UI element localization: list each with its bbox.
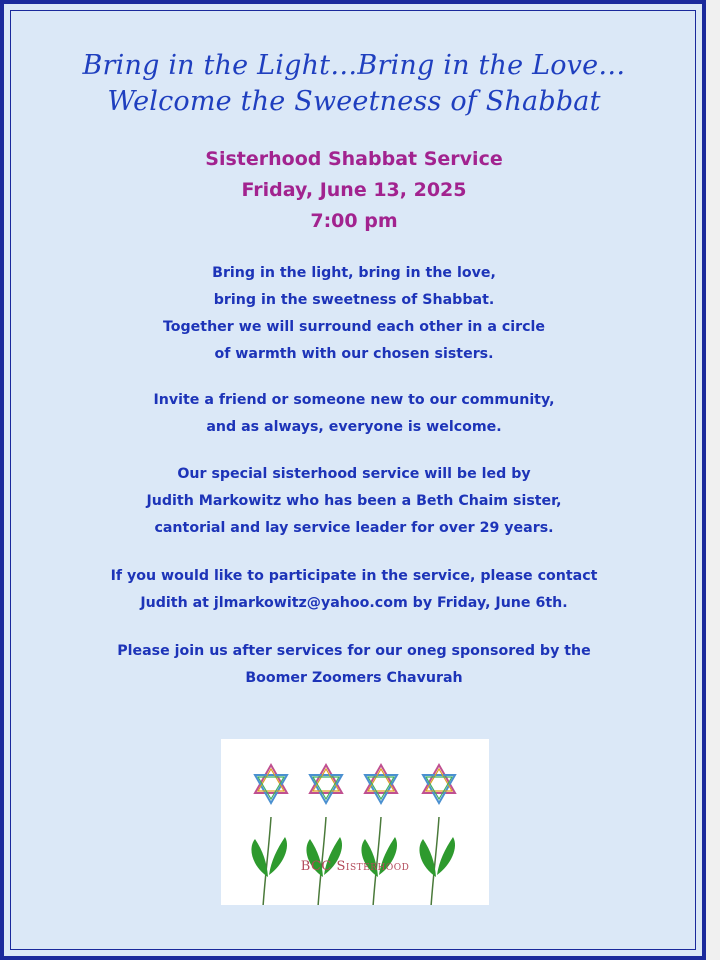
invite-line: and as always, everyone is welcome. [206,419,502,435]
event-time: 7:00 pm [310,210,398,232]
oneg-paragraph [14,638,694,692]
leader-line: Our special sisterhood service will be led by [177,466,531,482]
participate-line: If you would like to participate in the service, please contact [110,568,598,584]
flower-icon [361,765,397,905]
headline-line-1: Bring in the Light…Bring in the Love… [82,50,626,81]
leader-line: cantorial and lay service leader for over 29 years. [154,520,554,536]
leader-paragraph [14,461,694,542]
intro-paragraph [14,260,694,368]
flower-icon [306,765,342,905]
logo-caption: BCC Sisterhood [300,859,410,874]
flower-icon [251,765,287,905]
invite-paragraph [14,387,694,441]
intro-line: Bring in the light, bring in the love, [212,265,496,281]
oneg-line: Please join us after services for our oneg sponsored by the [117,643,591,659]
sisterhood-logo [221,739,489,905]
event-title: Sisterhood Shabbat Service [205,148,503,170]
participate-paragraph [14,563,694,617]
star-of-david-flowers-icon [221,739,489,905]
oneg-line: Boomer Zoomers Chavurah [245,670,463,686]
intro-line: Together we will surround each other in a circle [162,319,546,335]
participate-line[interactable]: Judith at jlmarkowitz@yahoo.com by Friday, June 6th. [140,595,568,611]
intro-line: bring in the sweetness of Shabbat. [213,292,495,308]
page-edge [706,0,720,960]
invite-line: Invite a friend or someone new to our community, [153,392,555,408]
leader-line: Judith Markowitz who has been a Beth Chaim sister, [146,493,562,509]
event-date: Friday, June 13, 2025 [241,179,467,201]
flower-icon [419,765,455,905]
intro-line: of warmth with our chosen sisters. [214,346,494,362]
headline-line-2: Welcome the Sweetness of Shabbat [107,86,601,117]
